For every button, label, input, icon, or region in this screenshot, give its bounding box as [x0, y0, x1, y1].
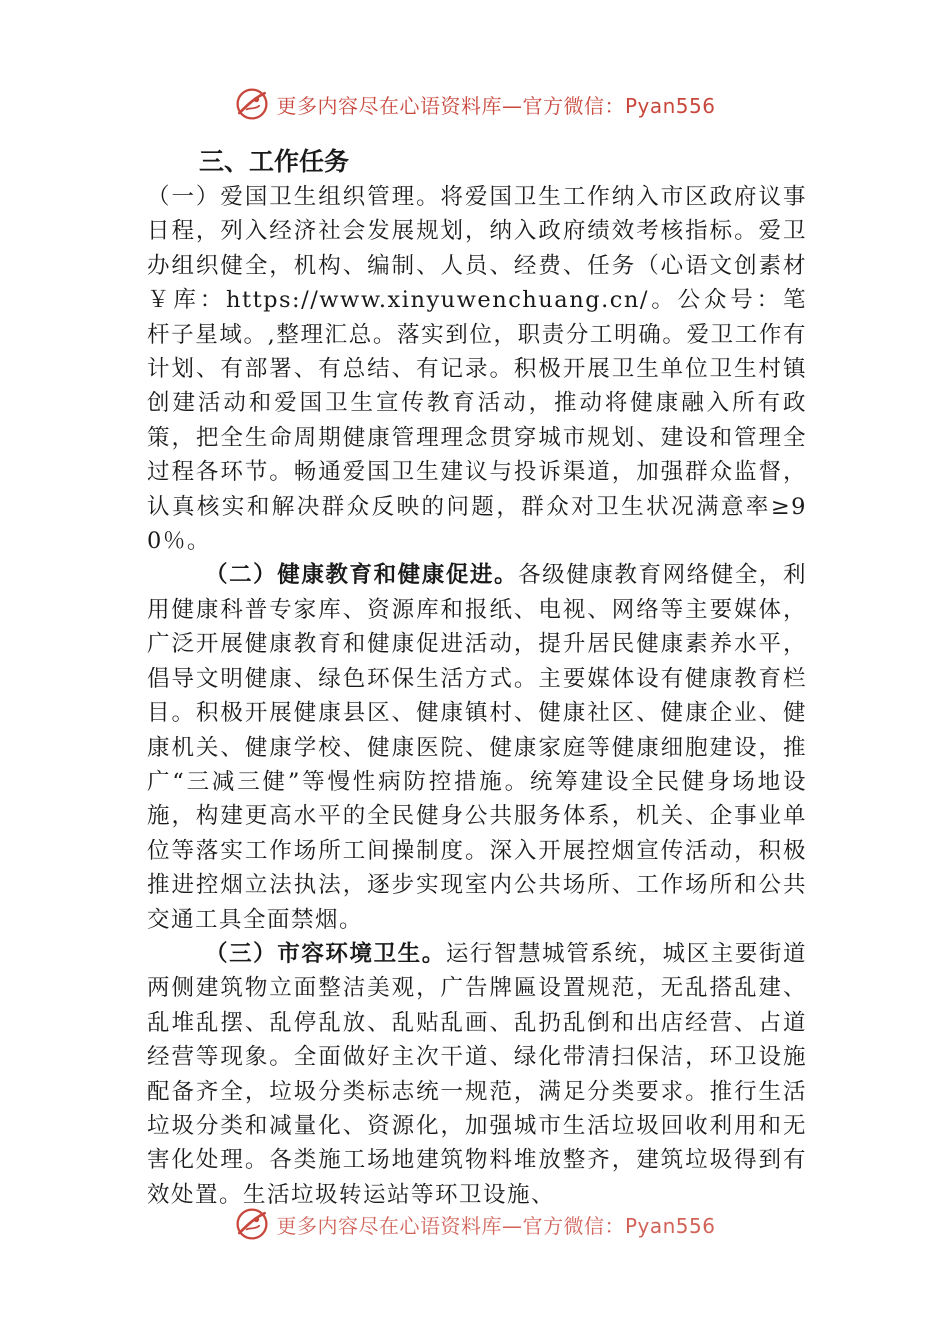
- paragraph-2-lead: （二）健康教育和健康促进。: [205, 562, 519, 589]
- paragraph-2: [147, 558, 807, 936]
- paragraph-3-body: 运行智慧城管系统，城区主要街道两侧建筑物立面整洁美观，广告牌匾设置规范，无乱搭乱建、乱堆乱摆、乱停乱放、乱贴乱画、乱扔乱倒和出店经营、占道经营等现象。全面做好主次干道、绿化带清扫保洁，环卫设施配备齐全，垃圾分类标志统一规范，满足分类要求。推行生活垃圾分类和减量化、资源化，加强城市生活垃圾回收利用和无害化处理。各类施工场地建筑物料堆放整齐，建筑垃圾得到有效处置。生活垃圾转运站等环卫设施、: [147, 940, 807, 1208]
- footer-banner-text: 更多内容尽在心语资料库—官方微信：Pyan556: [276, 1213, 716, 1238]
- paragraph-1: [147, 180, 807, 558]
- document-body: [147, 144, 807, 1212]
- paragraph-1-lead: （一）爱国卫生组织管理。: [147, 184, 441, 210]
- paragraph-1-body: 将爱国卫生工作纳入市区政府议事日程，列入经济社会发展规划，纳入政府绩效考核指标。爱卫办组织健全，机构、编制、人员、经费、任务（心语文创素材￥库：https://www.xinyuwenchuang.cn/。公众号：笔杆子星域。,整理汇总。落实到位，职责分工明确。爱卫工作有计划、有部署、有总结、有记录。积极开展卫生单位卫生村镇创建活动和爱国卫生宣传教育活动，推动将健康融入所有政策，把全生命周期健康管理理念贯穿城市规划、建设和管理全过程各环节。畅通爱国卫生建议与投诉渠道，加强群众监督，认真核实和解决群众反映的问题，群众对卫生状况满意率≥90％。: [147, 184, 807, 555]
- section-title: 三、工作任务: [199, 147, 350, 176]
- footer-watermark-banner: [0, 1204, 950, 1244]
- paragraph-3-lead: （三）市容环境卫生。: [205, 940, 446, 967]
- brush-logo-icon: [234, 1206, 270, 1242]
- brush-logo-icon: [234, 86, 270, 122]
- header-banner-text: 更多内容尽在心语资料库—官方微信：Pyan556: [276, 93, 716, 118]
- header-watermark-banner: [0, 84, 950, 124]
- paragraph-2-body: 各级健康教育网络健全，利用健康科普专家库、资源库和报纸、电视、网络等主要媒体，广泛开展健康教育和健康促进活动，提升居民健康素养水平，倡导文明健康、绿色环保生活方式。主要媒体设有健康教育栏目。积极开展健康县区、健康镇村、健康社区、健康企业、健康机关、健康学校、健康医院、健康家庭等健康细胞建设，推广“三减三健”等慢性病防控措施。统筹建设全民健身场地设施，构建更高水平的全民健身公共服务体系，机关、企事业单位等落实工作场所工间操制度。深入开展控烟宣传活动，积极推进控烟立法执法，逐步实现室内公共场所、工作场所和公共交通工具全面禁烟。: [147, 562, 807, 933]
- paragraph-3: [147, 937, 807, 1212]
